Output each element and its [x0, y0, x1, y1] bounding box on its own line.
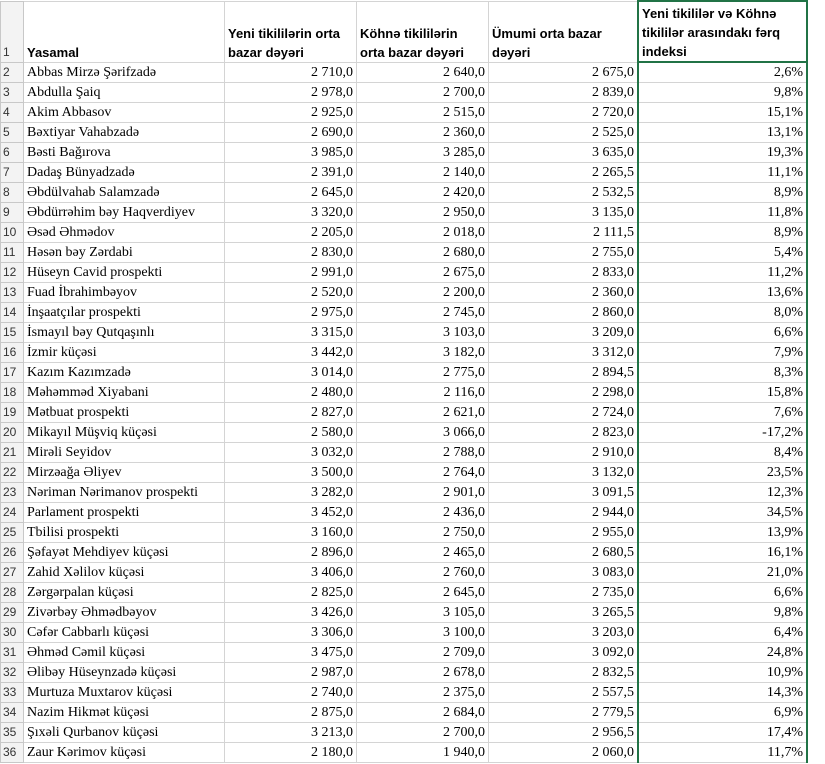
cell-street-name[interactable]: Kazım Kazımzadə	[24, 363, 225, 383]
cell-street-name[interactable]: Əlibəy Hüseynzadə küçəsi	[24, 663, 225, 683]
cell-street-name[interactable]: Akim Abbasov	[24, 103, 225, 123]
table-body	[1, 1, 808, 763]
cell-old-avg[interactable]: 2 788,0	[357, 443, 489, 463]
cell-new-avg[interactable]: 3 306,0	[225, 623, 357, 643]
cell-new-avg[interactable]: 2 480,0	[225, 383, 357, 403]
cell-total-avg[interactable]: 3 135,0	[489, 203, 639, 223]
cell-diff-index[interactable]: 21,0%	[638, 563, 807, 583]
cell-street-name[interactable]: Əbdürrəhim bəy Haqverdiyev	[24, 203, 225, 223]
cell-new-avg[interactable]: 2 978,0	[225, 83, 357, 103]
table-row	[1, 603, 808, 623]
cell-old-avg[interactable]: 2 745,0	[357, 303, 489, 323]
cell-new-avg[interactable]: 3 500,0	[225, 463, 357, 483]
table-row	[1, 663, 808, 683]
cell-new-avg[interactable]: 2 896,0	[225, 543, 357, 563]
cell-street-name[interactable]: Murtuza Muxtarov küçəsi	[24, 683, 225, 703]
cell-diff-index[interactable]: 7,6%	[638, 403, 807, 423]
cell-diff-index[interactable]: 24,8%	[638, 643, 807, 663]
cell-old-avg[interactable]: 2 200,0	[357, 283, 489, 303]
cell-diff-index[interactable]: 17,4%	[638, 723, 807, 743]
cell-street-name[interactable]: Tbilisi prospekti	[24, 523, 225, 543]
cell-street-name[interactable]: Abdulla Şaiq	[24, 83, 225, 103]
table-row	[1, 403, 808, 423]
cell-total-avg[interactable]: 2 779,5	[489, 703, 639, 723]
cell-diff-index[interactable]: 16,1%	[638, 543, 807, 563]
cell-total-avg[interactable]: 2 860,0	[489, 303, 639, 323]
cell-new-avg[interactable]: 2 710,0	[225, 62, 357, 83]
cell-street-name[interactable]: Əhməd Cəmil küçəsi	[24, 643, 225, 663]
cell-street-name[interactable]: Fuad İbrahimbəyov	[24, 283, 225, 303]
cell-total-avg[interactable]: 2 823,0	[489, 423, 639, 443]
row-number[interactable]: 8	[1, 183, 24, 203]
cell-street-name[interactable]: Dadaş Bünyadzadə	[24, 163, 225, 183]
cell-new-avg[interactable]: 2 991,0	[225, 263, 357, 283]
table-row	[1, 323, 808, 343]
row-number[interactable]: 9	[1, 203, 24, 223]
cell-diff-index[interactable]: 34,5%	[638, 503, 807, 523]
cell-new-avg[interactable]: 2 825,0	[225, 583, 357, 603]
cell-diff-index[interactable]: 6,9%	[638, 703, 807, 723]
cell-old-avg[interactable]: 2 678,0	[357, 663, 489, 683]
row-number[interactable]: 13	[1, 283, 24, 303]
row-number[interactable]: 5	[1, 123, 24, 143]
cell-old-avg[interactable]: 2 700,0	[357, 723, 489, 743]
row-number[interactable]: 7	[1, 163, 24, 183]
cell-street-name[interactable]: Hüseyn Cavid prospekti	[24, 263, 225, 283]
cell-street-name[interactable]: Abbas Mirzə Şərifzadə	[24, 62, 225, 83]
row-number[interactable]: 23	[1, 483, 24, 503]
cell-total-avg[interactable]: 2 360,0	[489, 283, 639, 303]
cell-diff-index[interactable]: 11,1%	[638, 163, 807, 183]
cell-diff-index[interactable]: 9,8%	[638, 603, 807, 623]
cell-new-avg[interactable]: 3 452,0	[225, 503, 357, 523]
cell-diff-index[interactable]: 15,8%	[638, 383, 807, 403]
cell-old-avg[interactable]: 3 105,0	[357, 603, 489, 623]
table-row	[1, 583, 808, 603]
cell-new-avg[interactable]: 2 205,0	[225, 223, 357, 243]
cell-diff-index[interactable]: 5,4%	[638, 243, 807, 263]
row-number[interactable]: 30	[1, 623, 24, 643]
cell-new-avg[interactable]: 2 925,0	[225, 103, 357, 123]
cell-diff-index[interactable]: 11,7%	[638, 743, 807, 763]
table-row	[1, 263, 808, 283]
cell-total-avg[interactable]: 2 735,0	[489, 583, 639, 603]
cell-total-avg[interactable]: 3 091,5	[489, 483, 639, 503]
row-number[interactable]: 33	[1, 683, 24, 703]
cell-total-avg[interactable]: 2 525,0	[489, 123, 639, 143]
cell-diff-index[interactable]: 23,5%	[638, 463, 807, 483]
cell-total-avg[interactable]: 2 724,0	[489, 403, 639, 423]
header-total-avg[interactable]: Ümumi orta bazar dəyəri	[489, 1, 639, 62]
cell-street-name[interactable]: Zərgərpalan küçəsi	[24, 583, 225, 603]
cell-total-avg[interactable]: 2 060,0	[489, 743, 639, 763]
cell-old-avg[interactable]: 2 515,0	[357, 103, 489, 123]
cell-old-avg[interactable]: 2 709,0	[357, 643, 489, 663]
cell-new-avg[interactable]: 2 875,0	[225, 703, 357, 723]
header-row	[1, 1, 808, 62]
cell-old-avg[interactable]: 2 360,0	[357, 123, 489, 143]
table-row	[1, 223, 808, 243]
cell-new-avg[interactable]: 3 315,0	[225, 323, 357, 343]
cell-street-name[interactable]: Bəxtiyar Vahabzadə	[24, 123, 225, 143]
cell-street-name[interactable]: İsmayıl bəy Qutqaşınlı	[24, 323, 225, 343]
cell-total-avg[interactable]: 3 083,0	[489, 563, 639, 583]
row-number[interactable]: 4	[1, 103, 24, 123]
cell-total-avg[interactable]: 2 720,0	[489, 103, 639, 123]
cell-diff-index[interactable]: 13,1%	[638, 123, 807, 143]
cell-diff-index[interactable]: 8,0%	[638, 303, 807, 323]
cell-street-name[interactable]: Mirəli Seyidov	[24, 443, 225, 463]
table-row	[1, 123, 808, 143]
row-number[interactable]: 20	[1, 423, 24, 443]
cell-total-avg[interactable]: 3 265,5	[489, 603, 639, 623]
row-number[interactable]: 31	[1, 643, 24, 663]
cell-street-name[interactable]: Şıxəli Qurbanov küçəsi	[24, 723, 225, 743]
cell-new-avg[interactable]: 2 975,0	[225, 303, 357, 323]
cell-old-avg[interactable]: 3 103,0	[357, 323, 489, 343]
cell-total-avg[interactable]: 3 209,0	[489, 323, 639, 343]
cell-total-avg[interactable]: 2 839,0	[489, 83, 639, 103]
cell-diff-index[interactable]: 10,9%	[638, 663, 807, 683]
cell-street-name[interactable]: Zivərbəy Əhmədbəyov	[24, 603, 225, 623]
cell-old-avg[interactable]: 2 420,0	[357, 183, 489, 203]
row-number[interactable]: 17	[1, 363, 24, 383]
table-row	[1, 62, 808, 83]
table-row	[1, 363, 808, 383]
cell-new-avg[interactable]: 2 690,0	[225, 123, 357, 143]
cell-new-avg[interactable]: 3 475,0	[225, 643, 357, 663]
cell-new-avg[interactable]: 2 830,0	[225, 243, 357, 263]
table-row	[1, 443, 808, 463]
header-name[interactable]: Yasamal	[24, 1, 225, 62]
table-row	[1, 643, 808, 663]
cell-new-avg[interactable]: 2 180,0	[225, 743, 357, 763]
table-row	[1, 743, 808, 763]
cell-street-name[interactable]: Əsəd Əhmədov	[24, 223, 225, 243]
cell-street-name[interactable]: Parlament prospekti	[24, 503, 225, 523]
cell-old-avg[interactable]: 2 680,0	[357, 243, 489, 263]
cell-new-avg[interactable]: 3 320,0	[225, 203, 357, 223]
cell-old-avg[interactable]: 2 750,0	[357, 523, 489, 543]
cell-street-name[interactable]: Əbdülvahab Salamzadə	[24, 183, 225, 203]
cell-total-avg[interactable]: 3 203,0	[489, 623, 639, 643]
table-row	[1, 163, 808, 183]
row-number[interactable]: 25	[1, 523, 24, 543]
cell-total-avg[interactable]: 2 944,0	[489, 503, 639, 523]
cell-diff-index[interactable]: 7,9%	[638, 343, 807, 363]
cell-diff-index[interactable]: 11,8%	[638, 203, 807, 223]
cell-new-avg[interactable]: 2 740,0	[225, 683, 357, 703]
cell-total-avg[interactable]: 3 635,0	[489, 143, 639, 163]
cell-total-avg[interactable]: 2 832,5	[489, 663, 639, 683]
table-row	[1, 463, 808, 483]
table-row	[1, 143, 808, 163]
cell-total-avg[interactable]: 3 312,0	[489, 343, 639, 363]
cell-total-avg[interactable]: 2 111,5	[489, 223, 639, 243]
cell-new-avg[interactable]: 3 160,0	[225, 523, 357, 543]
cell-old-avg[interactable]: 2 675,0	[357, 263, 489, 283]
cell-diff-index[interactable]: 2,6%	[638, 62, 807, 83]
cell-diff-index[interactable]: 15,1%	[638, 103, 807, 123]
cell-diff-index[interactable]: 13,6%	[638, 283, 807, 303]
row-number[interactable]: 19	[1, 403, 24, 423]
cell-new-avg[interactable]: 2 580,0	[225, 423, 357, 443]
row-number[interactable]: 22	[1, 463, 24, 483]
cell-street-name[interactable]: Şəfayət Mehdiyev küçəsi	[24, 543, 225, 563]
row-number[interactable]: 2	[1, 62, 24, 83]
cell-old-avg[interactable]: 2 700,0	[357, 83, 489, 103]
table-row	[1, 623, 808, 643]
table-row	[1, 503, 808, 523]
cell-old-avg[interactable]: 2 116,0	[357, 383, 489, 403]
cell-total-avg[interactable]: 2 755,0	[489, 243, 639, 263]
cell-old-avg[interactable]: 2 645,0	[357, 583, 489, 603]
cell-diff-index[interactable]: 8,4%	[638, 443, 807, 463]
cell-street-name[interactable]: Mikayıl Müşviq küçəsi	[24, 423, 225, 443]
cell-old-avg[interactable]: 3 066,0	[357, 423, 489, 443]
cell-diff-index[interactable]: 14,3%	[638, 683, 807, 703]
table-row	[1, 203, 808, 223]
cell-old-avg[interactable]: 2 140,0	[357, 163, 489, 183]
cell-street-name[interactable]: Bəsti Bağırova	[24, 143, 225, 163]
cell-diff-index[interactable]: 11,2%	[638, 263, 807, 283]
cell-total-avg[interactable]: 2 833,0	[489, 263, 639, 283]
cell-street-name[interactable]: Həsən bəy Zərdabi	[24, 243, 225, 263]
cell-new-avg[interactable]: 2 391,0	[225, 163, 357, 183]
row-number[interactable]: 34	[1, 703, 24, 723]
table-row	[1, 303, 808, 323]
cell-old-avg[interactable]: 2 775,0	[357, 363, 489, 383]
cell-street-name[interactable]: Zaur Kərimov küçəsi	[24, 743, 225, 763]
table-row	[1, 383, 808, 403]
row-number[interactable]: 28	[1, 583, 24, 603]
cell-new-avg[interactable]: 3 426,0	[225, 603, 357, 623]
cell-old-avg[interactable]: 3 182,0	[357, 343, 489, 363]
cell-street-name[interactable]: Mətbuat prospekti	[24, 403, 225, 423]
cell-street-name[interactable]: Məhəmməd Xiyabani	[24, 383, 225, 403]
cell-street-name[interactable]: Nəriman Nərimanov prospekti	[24, 483, 225, 503]
row-number[interactable]: 16	[1, 343, 24, 363]
cell-diff-index[interactable]: 8,9%	[638, 183, 807, 203]
cell-total-avg[interactable]: 3 132,0	[489, 463, 639, 483]
table-row	[1, 703, 808, 723]
cell-new-avg[interactable]: 3 442,0	[225, 343, 357, 363]
cell-old-avg[interactable]: 2 375,0	[357, 683, 489, 703]
row-number[interactable]: 26	[1, 543, 24, 563]
row-number[interactable]: 21	[1, 443, 24, 463]
row-number[interactable]: 12	[1, 263, 24, 283]
table-row	[1, 483, 808, 503]
cell-diff-index[interactable]: -17,2%	[638, 423, 807, 443]
cell-old-avg[interactable]: 2 760,0	[357, 563, 489, 583]
cell-street-name[interactable]: İnşaatçılar prospekti	[24, 303, 225, 323]
cell-old-avg[interactable]: 1 940,0	[357, 743, 489, 763]
cell-old-avg[interactable]: 2 901,0	[357, 483, 489, 503]
cell-new-avg[interactable]: 3 282,0	[225, 483, 357, 503]
cell-street-name[interactable]: Cəfər Cabbarlı küçəsi	[24, 623, 225, 643]
header-new-avg[interactable]: Yeni tikililərin orta bazar dəyəri	[225, 1, 357, 62]
row-number[interactable]: 36	[1, 743, 24, 763]
row-number[interactable]: 18	[1, 383, 24, 403]
table-row	[1, 723, 808, 743]
row-number[interactable]: 1	[1, 1, 24, 62]
cell-diff-index[interactable]: 8,3%	[638, 363, 807, 383]
cell-street-name[interactable]: Nazim Hikmət küçəsi	[24, 703, 225, 723]
cell-total-avg[interactable]: 2 557,5	[489, 683, 639, 703]
table-row	[1, 183, 808, 203]
cell-diff-index[interactable]: 8,9%	[638, 223, 807, 243]
cell-street-name[interactable]: Zahid Xəlilov küçəsi	[24, 563, 225, 583]
cell-total-avg[interactable]: 3 092,0	[489, 643, 639, 663]
row-number[interactable]: 15	[1, 323, 24, 343]
row-number[interactable]: 24	[1, 503, 24, 523]
table-row	[1, 103, 808, 123]
cell-street-name[interactable]: Mirzəağa Əliyev	[24, 463, 225, 483]
cell-new-avg[interactable]: 2 645,0	[225, 183, 357, 203]
cell-old-avg[interactable]: 3 100,0	[357, 623, 489, 643]
row-number[interactable]: 32	[1, 663, 24, 683]
cell-total-avg[interactable]: 2 532,5	[489, 183, 639, 203]
row-number[interactable]: 27	[1, 563, 24, 583]
cell-total-avg[interactable]: 2 956,5	[489, 723, 639, 743]
header-diff-index[interactable]: Yeni tikililər və Köhnə tikililər arasındakı fərq indeksi	[638, 1, 807, 62]
cell-new-avg[interactable]: 3 014,0	[225, 363, 357, 383]
cell-total-avg[interactable]: 2 675,0	[489, 62, 639, 83]
cell-diff-index[interactable]: 9,8%	[638, 83, 807, 103]
table-row	[1, 83, 808, 103]
cell-total-avg[interactable]: 2 955,0	[489, 523, 639, 543]
row-number[interactable]: 6	[1, 143, 24, 163]
cell-diff-index[interactable]: 6,6%	[638, 583, 807, 603]
cell-old-avg[interactable]: 3 285,0	[357, 143, 489, 163]
row-number[interactable]: 11	[1, 243, 24, 263]
cell-street-name[interactable]: İzmir küçəsi	[24, 343, 225, 363]
cell-total-avg[interactable]: 2 894,5	[489, 363, 639, 383]
cell-total-avg[interactable]: 2 298,0	[489, 383, 639, 403]
cell-diff-index[interactable]: 12,3%	[638, 483, 807, 503]
row-number[interactable]: 35	[1, 723, 24, 743]
table-row	[1, 563, 808, 583]
cell-old-avg[interactable]: 2 436,0	[357, 503, 489, 523]
cell-diff-index[interactable]: 6,6%	[638, 323, 807, 343]
row-number[interactable]: 29	[1, 603, 24, 623]
table-row	[1, 523, 808, 543]
cell-diff-index[interactable]: 6,4%	[638, 623, 807, 643]
cell-old-avg[interactable]: 2 018,0	[357, 223, 489, 243]
cell-total-avg[interactable]: 2 265,5	[489, 163, 639, 183]
cell-old-avg[interactable]: 2 640,0	[357, 62, 489, 83]
table-row	[1, 423, 808, 443]
table-row	[1, 343, 808, 363]
row-number[interactable]: 10	[1, 223, 24, 243]
table-row	[1, 683, 808, 703]
cell-total-avg[interactable]: 2 680,5	[489, 543, 639, 563]
header-old-avg[interactable]: Köhnə tikililərin orta bazar dəyəri	[357, 1, 489, 62]
cell-new-avg[interactable]: 3 985,0	[225, 143, 357, 163]
row-number[interactable]: 14	[1, 303, 24, 323]
cell-old-avg[interactable]: 2 684,0	[357, 703, 489, 723]
cell-new-avg[interactable]: 3 406,0	[225, 563, 357, 583]
cell-new-avg[interactable]: 3 213,0	[225, 723, 357, 743]
cell-old-avg[interactable]: 2 621,0	[357, 403, 489, 423]
cell-old-avg[interactable]: 2 950,0	[357, 203, 489, 223]
cell-diff-index[interactable]: 19,3%	[638, 143, 807, 163]
cell-old-avg[interactable]: 2 764,0	[357, 463, 489, 483]
table-row	[1, 543, 808, 563]
table-row	[1, 283, 808, 303]
cell-new-avg[interactable]: 2 987,0	[225, 663, 357, 683]
cell-old-avg[interactable]: 2 465,0	[357, 543, 489, 563]
row-number[interactable]: 3	[1, 83, 24, 103]
cell-diff-index[interactable]: 13,9%	[638, 523, 807, 543]
cell-total-avg[interactable]: 2 910,0	[489, 443, 639, 463]
cell-new-avg[interactable]: 2 520,0	[225, 283, 357, 303]
cell-new-avg[interactable]: 2 827,0	[225, 403, 357, 423]
table-row	[1, 243, 808, 263]
cell-new-avg[interactable]: 3 032,0	[225, 443, 357, 463]
